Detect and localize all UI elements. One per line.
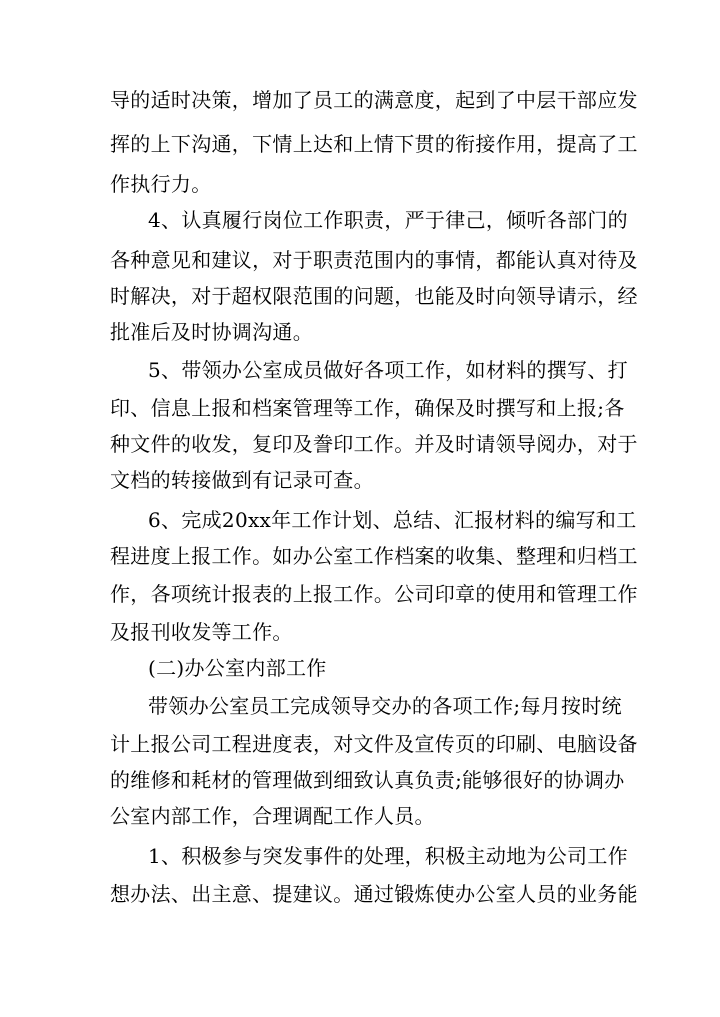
text-line: 作，各项统计报表的上报工作。公司印章的使用和管理工作 [110,582,638,606]
text-line: 各种意见和建议，对于职责范围内的事情，都能认真对待及 [110,248,638,272]
text-line: 印、信息上报和档案管理等工作，确保及时撰写和上报;各 [110,396,625,420]
text-line: 的维修和耗材的管理做到细致认真负责;能够很好的协调办 [110,768,625,792]
paragraph-5-start: 5、带领办公室成员做好各项工作，如材料的撰写、打 [148,358,628,382]
text-line: 种文件的收发，复印及誊印工作。并及时请领导阅办，对于 [110,432,638,456]
text-line: 作执行力。 [110,172,212,196]
paragraph-office-start: 带领办公室员工完成领导交办的各项工作;每月按时统 [148,694,622,718]
text-line: 程进度上报工作。如办公室工作档案的收集、整理和归档工 [110,544,638,568]
paragraph-6-start: 6、完成20xx年工作计划、总结、汇报材料的编写和工 [148,508,637,532]
paragraph-1-start: 1、积极参与突发事件的处理，积极主动地为公司工作 [148,844,628,868]
text-line: 公室内部工作，合理调配工作人员。 [110,804,435,828]
text-line: 计上报公司工程进度表，对文件及宣传页的印刷、电脑设备 [110,732,638,756]
text-line: 挥的上下沟通，下情上达和上情下贯的衔接作用，提高了工 [110,132,638,156]
text-line: 导的适时决策，增加了员工的满意度，起到了中层干部应发 [110,88,638,112]
paragraph-4-start: 4、认真履行岗位工作职责，严于律己，倾听各部门的 [148,208,628,232]
text-line: 时解决，对于超权限范围的问题，也能及时向领导请示，经 [110,284,638,308]
text-line: 批准后及时协调沟通。 [110,320,313,344]
section-heading: (二)办公室内部工作 [148,656,327,680]
text-line: 想办法、出主意、提建议。通过锻炼使办公室人员的业务能 [110,882,638,906]
text-line: 及报刊收发等工作。 [110,620,293,644]
text-line: 文档的转接做到有记录可查。 [110,468,374,492]
